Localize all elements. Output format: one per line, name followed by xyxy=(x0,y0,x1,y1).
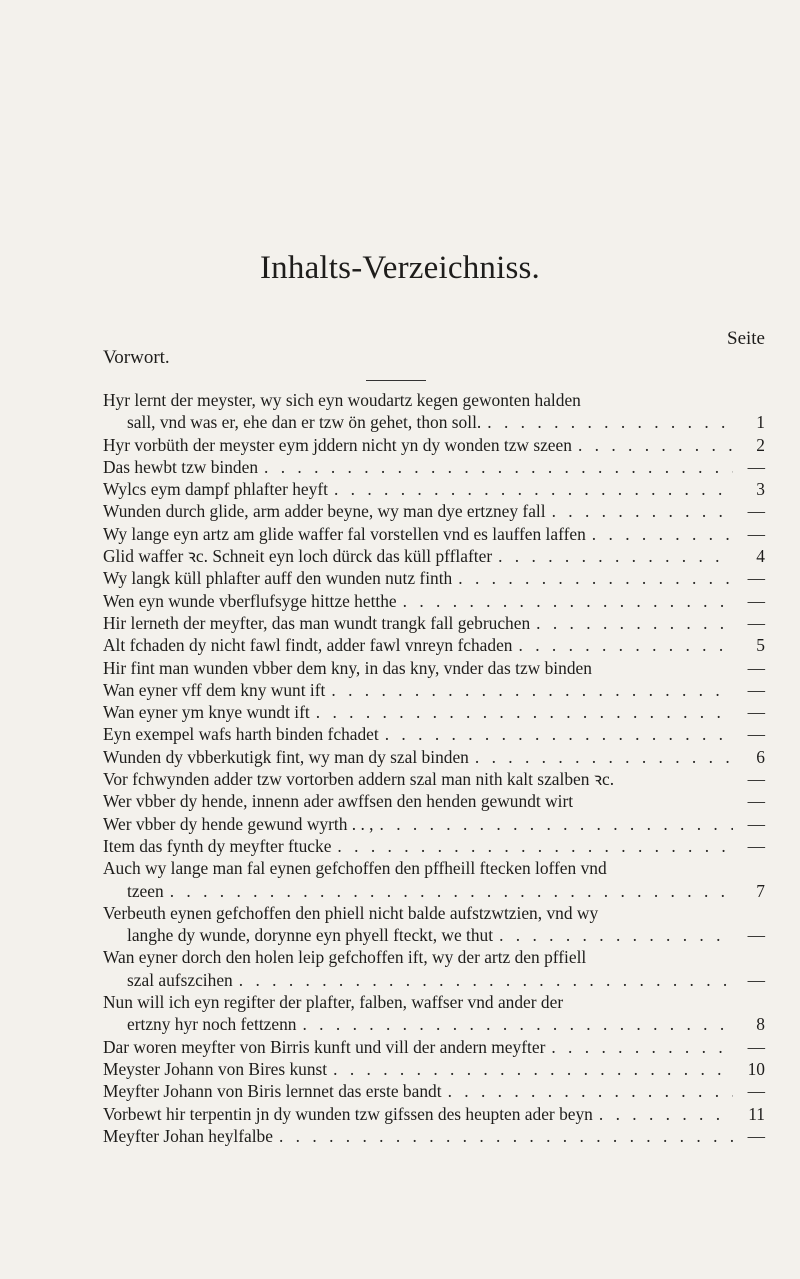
dot-leader xyxy=(487,411,733,433)
dot-leader xyxy=(578,434,733,456)
toc-entry-line xyxy=(103,500,765,522)
dot-leader xyxy=(475,746,733,768)
toc-entry-line xyxy=(103,567,765,589)
toc-entry-text: Wan eyner dorch den holen leip gefchoffen ift, wy der artz den pffiell xyxy=(103,947,587,968)
dot-leader xyxy=(499,924,733,946)
toc-entry-text: Wy lange eyn artz am glide waffer fal vorstellen vnd es lauffen laffen xyxy=(103,523,586,544)
toc-entry-text: Hyr vorbüth der meyster eym jddern nicht yn dy wonden tzw szeen xyxy=(103,434,572,455)
dot-leader xyxy=(334,478,733,500)
table-of-contents xyxy=(103,389,765,1147)
page-number: — xyxy=(747,791,765,812)
toc-entry-line xyxy=(103,924,765,946)
dot-leader xyxy=(551,1036,733,1058)
toc-entry-line xyxy=(103,434,765,456)
toc-entry xyxy=(103,567,765,589)
page-number: 7 xyxy=(756,880,765,901)
toc-entry xyxy=(103,456,765,478)
toc-entry-line xyxy=(103,1125,765,1147)
toc-entry xyxy=(103,590,765,612)
toc-entry-text: Wan eyner vff dem kny wunt ift xyxy=(103,679,326,700)
toc-entry-line xyxy=(103,746,765,768)
toc-entry xyxy=(103,902,765,947)
toc-entry-line xyxy=(103,1058,765,1080)
dot-leader xyxy=(592,523,733,545)
toc-entry-text: Hyr lernt der meyster, wy sich eyn woudartz kegen gewonten halden xyxy=(103,390,581,410)
dot-leader xyxy=(403,590,733,612)
dot-leader xyxy=(316,701,733,723)
toc-entry-text: ertzny hyr noch fettzenn xyxy=(127,1014,297,1035)
page-number: — xyxy=(747,657,765,678)
page-number: 6 xyxy=(756,746,765,767)
toc-entry xyxy=(103,1058,765,1080)
page-number: — xyxy=(747,724,765,745)
dot-leader xyxy=(302,1013,733,1035)
toc-entry xyxy=(103,790,765,812)
toc-entry-text: Auch wy lange man fal eynen gefchoffen den pffheill ftecken loffen vnd xyxy=(103,858,607,879)
toc-entry-text: Wy langk küll phlafter auff den wunden nutz finth xyxy=(103,568,453,589)
dot-leader xyxy=(519,634,734,656)
toc-entry-text: Vorbewt hir terpentin jn dy wunden tzw gifssen des heupten ader beyn xyxy=(103,1103,593,1124)
dot-leader xyxy=(279,1125,733,1147)
toc-entry-text: Hir fint man wunden vbber dem kny, in das kny, vnder das tzw binden xyxy=(103,657,592,678)
dot-leader xyxy=(552,500,733,522)
page-number: 1 xyxy=(756,412,765,433)
toc-entry-text: Wan eyner ym knye wundt ift xyxy=(103,702,310,723)
page-number: — xyxy=(747,1081,765,1102)
toc-entry-line xyxy=(103,902,765,924)
page-number: — xyxy=(747,1036,765,1057)
page-number: — xyxy=(747,813,765,834)
section-heading: Vorwort. xyxy=(103,347,170,368)
toc-entry xyxy=(103,723,765,745)
toc-entry-line xyxy=(103,411,765,433)
toc-entry-line xyxy=(103,679,765,701)
dot-leader xyxy=(498,545,733,567)
dot-leader xyxy=(331,679,733,701)
page-number: 8 xyxy=(756,1014,765,1035)
dot-leader xyxy=(536,612,733,634)
toc-entry-text: Item das fynth dy meyfter ftucke xyxy=(103,835,332,856)
toc-entry-text: Dar woren meyfter von Birris kunft und vill der andern meyfter xyxy=(103,1036,546,1057)
toc-entry xyxy=(103,946,765,991)
dot-leader xyxy=(264,456,733,478)
toc-entry-text: Glid waffer ꝛc. Schneit eyn loch dürck das küll pfflafter xyxy=(103,546,493,567)
toc-entry-line xyxy=(103,1103,765,1125)
dot-leader xyxy=(458,567,733,589)
toc-entry-line xyxy=(103,723,765,745)
toc-entry-text: Das hewbt tzw binden xyxy=(103,456,259,477)
toc-entry-text: Wylcs eym dampf phlafter heyft xyxy=(103,479,328,500)
dot-leader xyxy=(599,1103,733,1125)
toc-entry-line xyxy=(103,790,765,812)
divider xyxy=(366,380,426,381)
toc-entry-text: langhe dy wunde, dorynne eyn phyell fteckt, we thut xyxy=(127,925,494,946)
page-number: — xyxy=(747,456,765,477)
toc-entry-text: tzeen xyxy=(127,880,164,901)
toc-entry xyxy=(103,500,765,522)
page-number: — xyxy=(747,702,765,723)
toc-entry-line xyxy=(103,835,765,857)
dot-leader xyxy=(448,1080,733,1102)
toc-entry-line xyxy=(103,969,765,991)
page-number: — xyxy=(747,969,765,990)
toc-entry-text: sall, vnd was er, ehe dan er tzw ön gehet, thon soll. xyxy=(127,412,482,433)
toc-entry xyxy=(103,1080,765,1102)
page-number: — xyxy=(747,501,765,522)
toc-entry-line xyxy=(103,657,765,679)
toc-entry-text: Hir lerneth der meyfter, das man wundt trangk fall gebruchen xyxy=(103,612,531,633)
toc-entry xyxy=(103,1103,765,1125)
toc-entry xyxy=(103,679,765,701)
page-title: Inhalts-Verzeichniss. xyxy=(259,250,541,286)
toc-entry xyxy=(103,746,765,768)
toc-entry xyxy=(103,612,765,634)
toc-entry-text: Wer vbber dy hende gewund wyrth . . , xyxy=(103,813,374,834)
toc-entry-line xyxy=(103,701,765,723)
toc-entry-line xyxy=(103,456,765,478)
toc-entry xyxy=(103,857,765,902)
toc-entry-text: Meyster Johann von Bires kunst xyxy=(103,1058,328,1079)
page-column-label: Seite xyxy=(727,328,765,349)
toc-entry-line xyxy=(103,768,765,790)
dot-leader xyxy=(170,880,733,902)
page-number: — xyxy=(747,835,765,856)
toc-entry-line xyxy=(103,880,765,902)
toc-entry-line xyxy=(103,612,765,634)
toc-entry xyxy=(103,478,765,500)
toc-entry-text: Wunden durch glide, arm adder beyne, wy man dye ertzney fall xyxy=(103,501,546,522)
toc-entry xyxy=(103,1036,765,1058)
toc-entry-line xyxy=(103,389,765,411)
toc-entry xyxy=(103,434,765,456)
page-number: — xyxy=(747,612,765,633)
toc-entry xyxy=(103,523,765,545)
page-number: — xyxy=(747,1125,765,1146)
page-number: 5 xyxy=(756,635,765,656)
toc-entry-line xyxy=(103,813,765,835)
toc-entry-line xyxy=(103,590,765,612)
toc-entry-line xyxy=(103,857,765,879)
toc-entry-text: Meyfter Johan heylfalbe xyxy=(103,1125,273,1146)
toc-entry-text: Wer vbber dy hende, innenn ader awffsen den henden gewundt wirt xyxy=(103,791,574,812)
toc-entry-line xyxy=(103,946,765,968)
toc-entry-text: Alt fchaden dy nicht fawl findt, adder fawl vnreyn fchaden xyxy=(103,635,513,656)
toc-entry xyxy=(103,768,765,790)
page-number: 11 xyxy=(748,1103,765,1124)
dot-leader xyxy=(385,723,733,745)
page-number: 4 xyxy=(756,546,765,567)
page-number: — xyxy=(747,925,765,946)
toc-entry-line xyxy=(103,478,765,500)
toc-entry-text: szal aufszcihen xyxy=(127,969,233,990)
page-number: — xyxy=(747,523,765,544)
toc-entry-line xyxy=(103,1013,765,1035)
toc-entry-line xyxy=(103,1036,765,1058)
toc-entry xyxy=(103,701,765,723)
dot-leader xyxy=(380,813,734,835)
page-number: 2 xyxy=(756,434,765,455)
toc-entry xyxy=(103,657,765,679)
page-number: — xyxy=(747,568,765,589)
page-number: 3 xyxy=(756,479,765,500)
toc-entry-line xyxy=(103,991,765,1013)
toc-entry-text: Wen eyn wunde vberflufsyge hittze hetthe xyxy=(103,590,397,611)
toc-entry xyxy=(103,634,765,656)
page-number: — xyxy=(747,769,765,790)
toc-entry xyxy=(103,835,765,857)
page-number: — xyxy=(747,679,765,700)
toc-entry-line xyxy=(103,1080,765,1102)
toc-entry xyxy=(103,1125,765,1147)
page-number: — xyxy=(747,590,765,611)
dot-leader xyxy=(337,835,733,857)
toc-entry-text: Eyn exempel wafs harth binden fchadet xyxy=(103,724,379,745)
dot-leader xyxy=(333,1058,733,1080)
toc-entry-text: Vor fchwynden adder tzw vortorben addern szal man nith kalt szalben ꝛc. xyxy=(103,769,615,790)
toc-entry-line xyxy=(103,545,765,567)
toc-entry-text: Wunden dy vbberkutigk fint, wy man dy szal binden xyxy=(103,746,469,767)
toc-entry xyxy=(103,813,765,835)
toc-entry-text: Nun will ich eyn regifter der plafter, falben, waffser vnd ander der xyxy=(103,992,564,1013)
dot-leader xyxy=(239,969,733,991)
toc-entry-line xyxy=(103,523,765,545)
toc-entry-text: Meyfter Johann von Biris lernnet das erste bandt xyxy=(103,1081,442,1102)
toc-entry xyxy=(103,389,765,434)
toc-entry xyxy=(103,545,765,567)
toc-entry xyxy=(103,991,765,1036)
toc-entry-text: Verbeuth eynen gefchoffen den phiell nicht balde aufstzwtzien, vnd wy xyxy=(103,902,599,923)
page-number: 10 xyxy=(747,1058,765,1079)
toc-entry-line xyxy=(103,634,765,656)
